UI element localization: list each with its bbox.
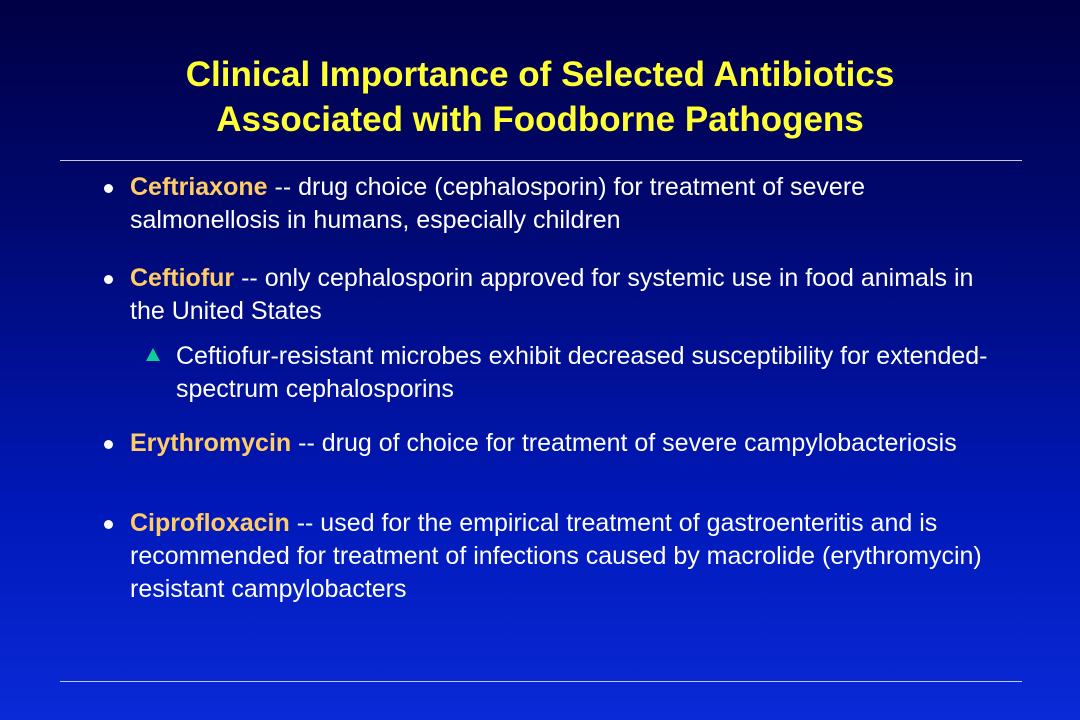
bullet-term: Erythromycin: [130, 429, 292, 457]
bullet-dot-icon: [104, 184, 113, 193]
title-line-1: Clinical Importance of Selected Antibiotics: [185, 55, 895, 94]
sub-bullet-ceftiofur-resistant: [176, 340, 1016, 406]
bottom-divider: [60, 681, 1022, 682]
bullet-text: -- drug choice (cephalosporin) for treatment of severe salmonellosis in humans, especially children: [130, 173, 866, 234]
triangle-bullet-icon: [146, 348, 160, 361]
bullet-text: -- drug of choice for treatment of severe campylobacteriosis: [291, 429, 957, 457]
bullet-dot-icon: [104, 440, 113, 449]
bullet-item-ceftiofur: [130, 262, 1010, 328]
bullet-dot-icon: [104, 520, 113, 529]
bullet-term: Ceftiofur: [130, 264, 235, 292]
bullet-text: -- used for the empirical treatment of gastroenteritis and is recommended for treatment of infections caused by macrolide (erythromycin) resistant campylobacters: [130, 509, 982, 603]
bullet-item-erythromycin: [130, 427, 1010, 460]
bullet-item-ceftriaxone: [130, 171, 1010, 237]
bullet-term: Ceftriaxone: [130, 173, 268, 201]
title-line-2: Associated with Foodborne Pathogens: [216, 100, 864, 139]
bullet-item-ciprofloxacin: [130, 507, 1010, 606]
sub-bullet-text: Ceftiofur-resistant microbes exhibit decreased susceptibility for extended-spectrum cephalosporins: [176, 342, 988, 403]
bullet-term: Ciprofloxacin: [130, 509, 290, 537]
slide-title: [0, 52, 1080, 142]
top-divider: [60, 160, 1022, 161]
bullet-text: -- only cephalosporin approved for systemic use in food animals in the United States: [130, 264, 974, 325]
bullet-dot-icon: [104, 275, 113, 284]
